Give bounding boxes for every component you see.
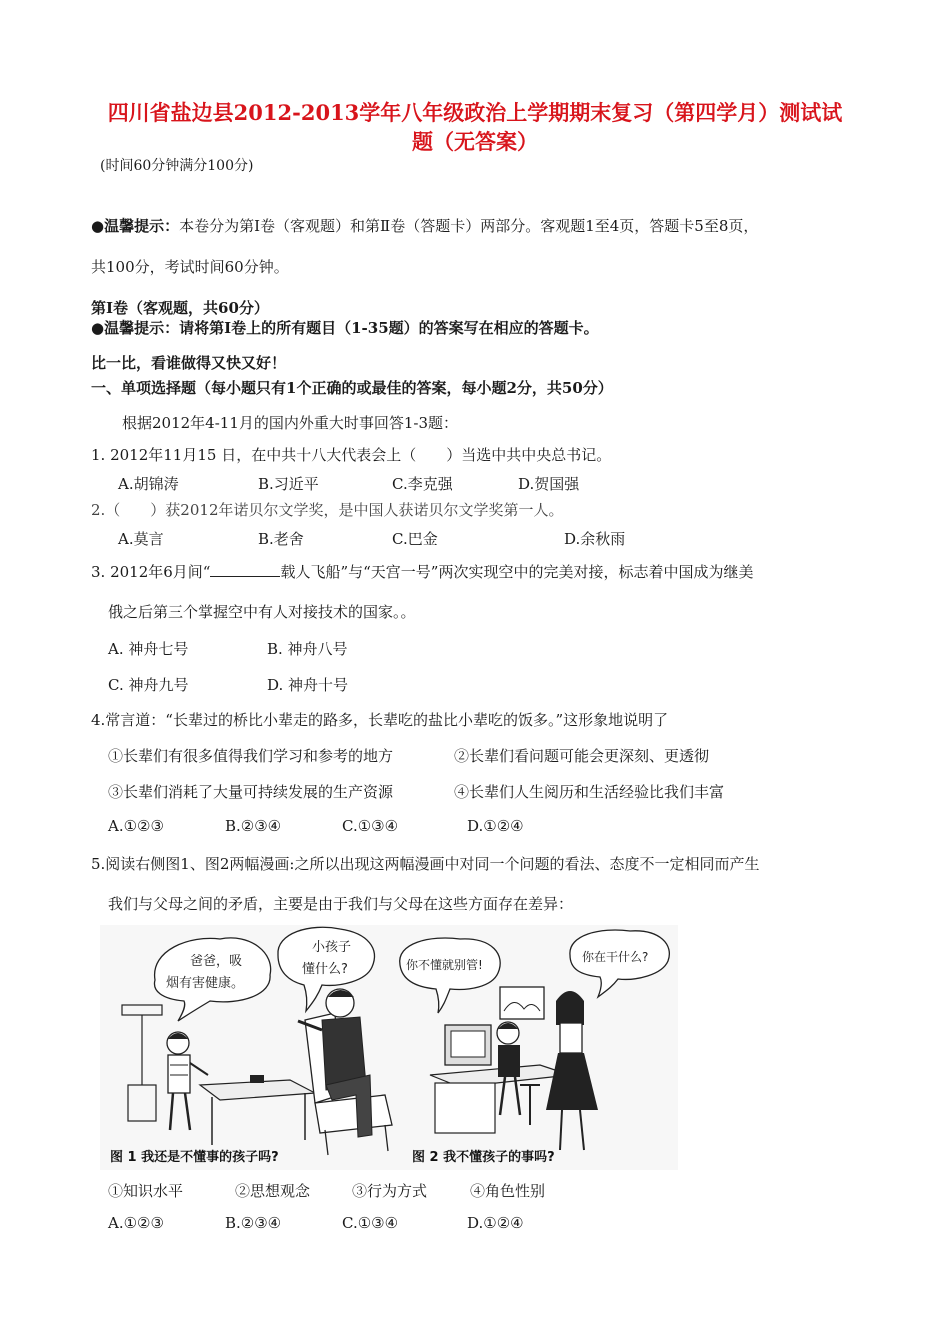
question-2-option-b[interactable]: B.老舍 <box>258 530 304 548</box>
question-5-item-2: ②思想观念 <box>235 1182 311 1200</box>
question-5-option-a[interactable]: A.①②③ <box>108 1214 164 1232</box>
question-4-option-d[interactable]: D.①②④ <box>467 817 524 835</box>
question-5-stem: 5.阅读右侧图1、图2两幅漫画:之所以出现这两幅漫画中对同一个问题的看法、态度不一定相同而产生 <box>91 855 760 873</box>
question-4-option-c[interactable]: C.①③④ <box>342 817 399 835</box>
part1-tip: ●温馨提示：请将第Ⅰ卷上的所有题目（1-35题）的答案写在相应的答题卡。 <box>91 319 599 337</box>
question-4-item-2: ②长辈们看问题可能会更深刻、更透彻 <box>454 747 710 765</box>
question-4-stem: 4.常言道：“长辈过的桥比小辈走的路多，长辈吃的盐比小辈吃的饭多。”这形象地说明了 <box>91 711 669 729</box>
question-1-option-d[interactable]: D.贺国强 <box>518 475 580 493</box>
section-title: 一、单项选择题（每小题只有1个正确的或最佳的答案，每小题2分，共50分） <box>91 379 613 397</box>
question-2-option-a[interactable]: A.莫言 <box>118 530 164 548</box>
notice-text: 本卷分为第Ⅰ卷（客观题）和第Ⅱ卷（答题卡）两部分。客观题1至4页，答题卡5至8页， <box>179 217 759 235</box>
fig1-father-bubble-line1: 小孩子 <box>312 940 352 955</box>
fig2-caption: 图 2 我不懂孩子的事吗? <box>412 1150 555 1165</box>
question-4-option-b[interactable]: B.②③④ <box>225 817 282 835</box>
question-5-stem-line2: 我们与父母之间的矛盾，主要是由于我们与父母在这些方面存在差异： <box>108 895 574 913</box>
exam-subtitle: (时间60分钟满分100分) <box>100 158 254 174</box>
fig1-child-bubble-line1: 爸爸，吸 <box>190 954 243 969</box>
question-3-option-a[interactable]: A. 神舟七号 <box>108 640 189 658</box>
fig1-father-bubble-line2: 懂什么? <box>302 962 348 977</box>
question-3-stem <box>91 561 753 582</box>
fig2-mother-bubble: 你在干什么? <box>582 950 649 964</box>
question-3-option-b[interactable]: B. 神舟八号 <box>267 640 348 658</box>
part1-heading: 第Ⅰ卷（客观题，共60分） <box>91 299 269 317</box>
question-2-stem: 2.（ ）获2012年诺贝尔文学奖，是中国人获诺贝尔文学奖第一人。 <box>91 501 564 519</box>
cartoon-drawing <box>100 925 678 1170</box>
page-title: 四川省盐边县2012-2013学年八年级政治上学期期末复习（第四学月）测试试 <box>107 100 843 125</box>
question-5-option-c[interactable]: C.①③④ <box>342 1214 399 1232</box>
question-3-stem-line2: 俄之后第三个掌握空中有人对接技术的国家。。 <box>108 603 416 621</box>
fig1-child-bubble-line2: 烟有害健康。 <box>166 976 245 991</box>
question-1-option-a[interactable]: A.胡锦涛 <box>118 475 179 493</box>
question-5-option-b[interactable]: B.②③④ <box>225 1214 282 1232</box>
question-3-stem-b: 载人飞船”与“天宫一号”两次实现空中的完美对接，标志着中国成为继美 <box>280 563 754 581</box>
question-4-item-1: ①长辈们有很多值得我们学习和参考的地方 <box>108 747 394 765</box>
question-2-option-d[interactable]: D.余秋雨 <box>564 530 626 548</box>
question-1-option-b[interactable]: B.习近平 <box>258 475 319 493</box>
question-5-option-d[interactable]: D.①②④ <box>467 1214 524 1232</box>
motto: 比一比，看谁做得又快又好！ <box>91 354 287 372</box>
question-4-option-a[interactable]: A.①②③ <box>108 817 164 835</box>
question-3-stem-a: 3. 2012年6月间“ <box>91 563 211 581</box>
question-1-option-c[interactable]: C.李克强 <box>392 475 453 493</box>
question-4-item-3: ③长辈们消耗了大量可持续发展的生产资源 <box>108 783 394 801</box>
question-3-option-c[interactable]: C. 神舟九号 <box>108 676 189 694</box>
fig2-child-bubble: 你不懂就别管! <box>406 958 483 972</box>
question-intro: 根据2012年4-11月的国内外重大时事回答1-3题： <box>122 414 459 432</box>
notice-label: ●温馨提示： <box>91 217 180 235</box>
cartoon-figure <box>100 925 678 1170</box>
question-5-item-1: ①知识水平 <box>108 1182 184 1200</box>
question-5-item-4: ④角色性别 <box>470 1182 546 1200</box>
question-3-option-d[interactable]: D. 神舟十号 <box>267 676 349 694</box>
question-4-item-4: ④长辈们人生阅历和生活经验比我们丰富 <box>454 783 725 801</box>
fig1-caption: 图 1 我还是不懂事的孩子吗? <box>110 1150 279 1165</box>
question-1-stem: 1. 2012年11月15 日，在中共十八大代表会上（ ）当选中共中央总书记。 <box>91 446 612 464</box>
page-title-line2: 题（无答案） <box>412 129 538 154</box>
notice-line2: 共100分，考试时间60分钟。 <box>91 258 289 276</box>
answer-blank[interactable] <box>210 562 280 577</box>
question-2-option-c[interactable]: C.巴金 <box>392 530 438 548</box>
question-5-item-3: ③行为方式 <box>352 1182 428 1200</box>
notice-line1 <box>91 215 758 236</box>
